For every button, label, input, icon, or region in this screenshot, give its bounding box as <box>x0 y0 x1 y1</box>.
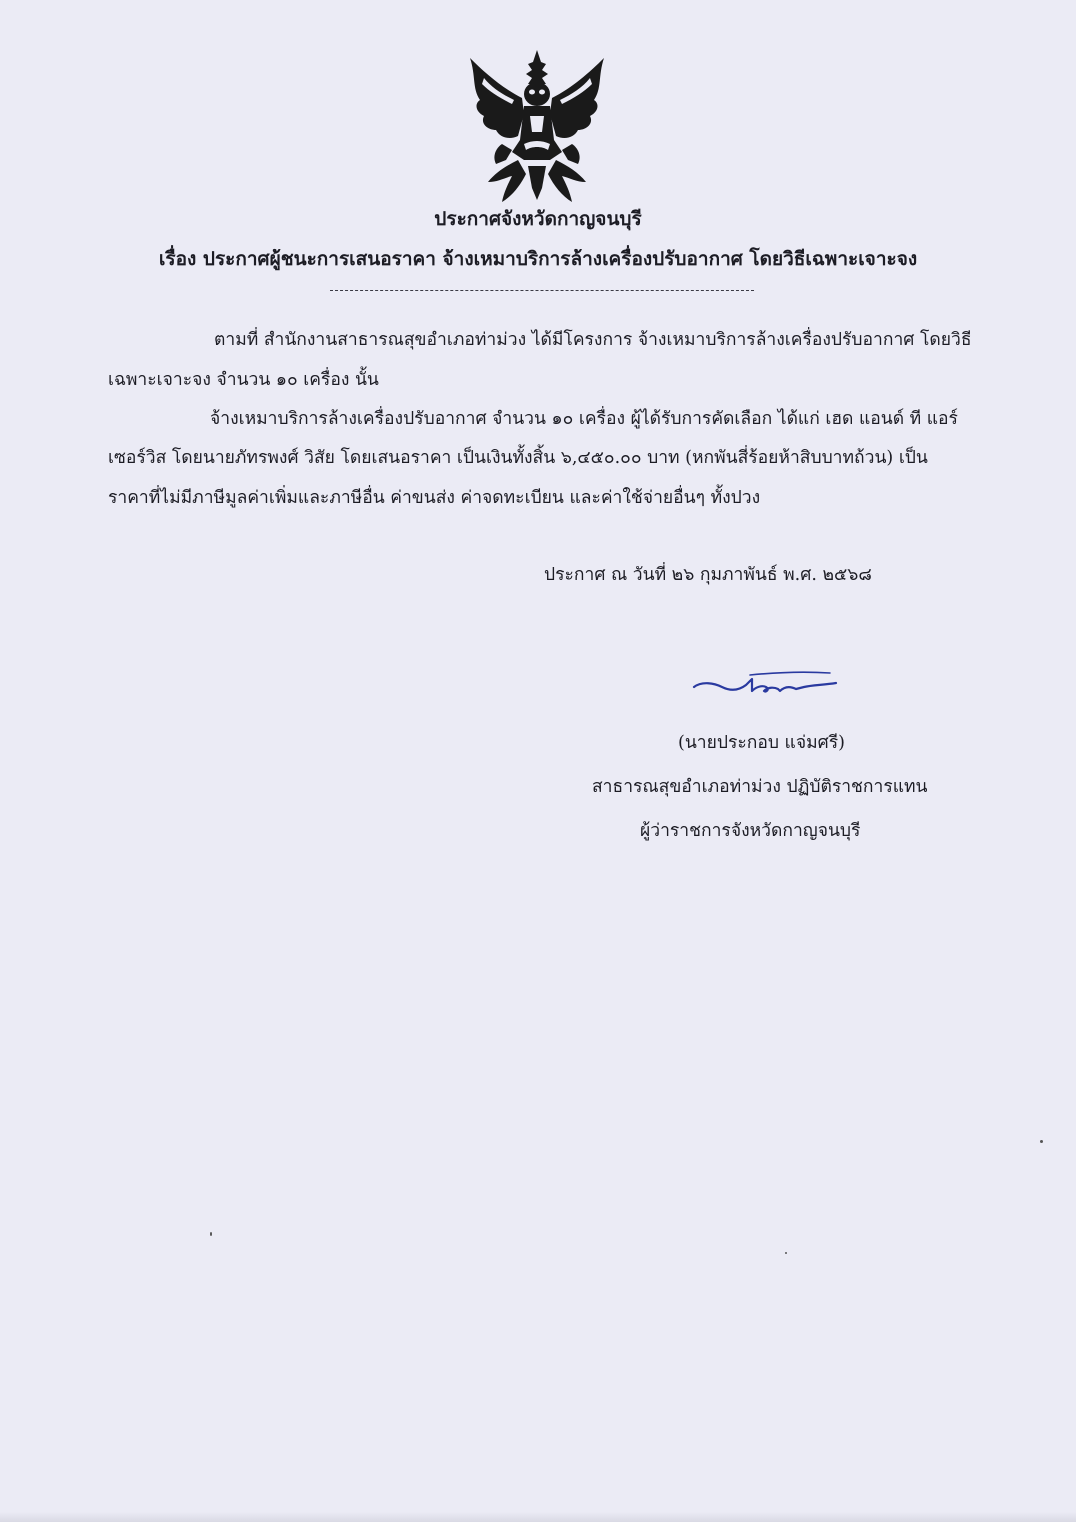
handwritten-signature <box>680 665 840 705</box>
announcement-date: ประกาศ ณ วันที่ ๒๖ กุมภาพันธ์ พ.ศ. ๒๕๖๘ <box>544 565 872 585</box>
paper-speck <box>210 1232 212 1236</box>
signatory-position: สาธารณสุขอำเภอท่าม่วง ปฏิบัติราชการแทน <box>592 777 928 797</box>
paper-speck <box>785 1252 787 1254</box>
signatory-name: (นายประกอบ แจ่มศรี) <box>678 733 845 753</box>
dashed-divider <box>330 290 754 291</box>
signatory-on-behalf-of: ผู้ว่าราชการจังหวัดกาญจนบุรี <box>640 821 861 841</box>
garuda-emblem-icon <box>462 48 612 206</box>
paragraph-1-line-1: ตามที่ สำนักงานสาธารณสุขอำเภอท่าม่วง ได้มีโครงการ จ้างเหมาบริการล้างเครื่องปรับอากาศ โดยวิธี <box>214 330 972 350</box>
paper-speck <box>1040 1140 1043 1143</box>
announcement-subject: เรื่อง ประกาศผู้ชนะการเสนอราคา จ้างเหมาบริการล้างเครื่องปรับอากาศ โดยวิธีเฉพาะเจาะจง <box>158 248 918 270</box>
paragraph-2-line-1: จ้างเหมาบริการล้างเครื่องปรับอากาศ จำนวน ๑๐ เครื่อง ผู้ได้รับการคัดเลือก ได้แก่ เฮด แอนด์ ที แอร์ <box>210 409 958 429</box>
paragraph-1-line-2: เฉพาะเจาะจง จำนวน ๑๐ เครื่อง นั้น <box>108 370 379 390</box>
announcement-title: ประกาศจังหวัดกาญจนบุรี <box>434 208 642 230</box>
page-bottom-edge <box>0 1512 1076 1522</box>
paragraph-2-line-2: เซอร์วิส โดยนายภัทรพงศ์ วิสัย โดยเสนอราคา เป็นเงินทั้งสิ้น ๖,๔๕๐.๐๐ บาท (หกพันสี่ร้อยห้าสิบบาทถ้วน) เป็น <box>108 448 928 468</box>
paragraph-2-line-3: ราคาที่ไม่มีภาษีมูลค่าเพิ่มและภาษีอื่น ค่าขนส่ง ค่าจดทะเบียน และค่าใช้จ่ายอื่นๆ ทั้งปวง <box>108 488 761 508</box>
